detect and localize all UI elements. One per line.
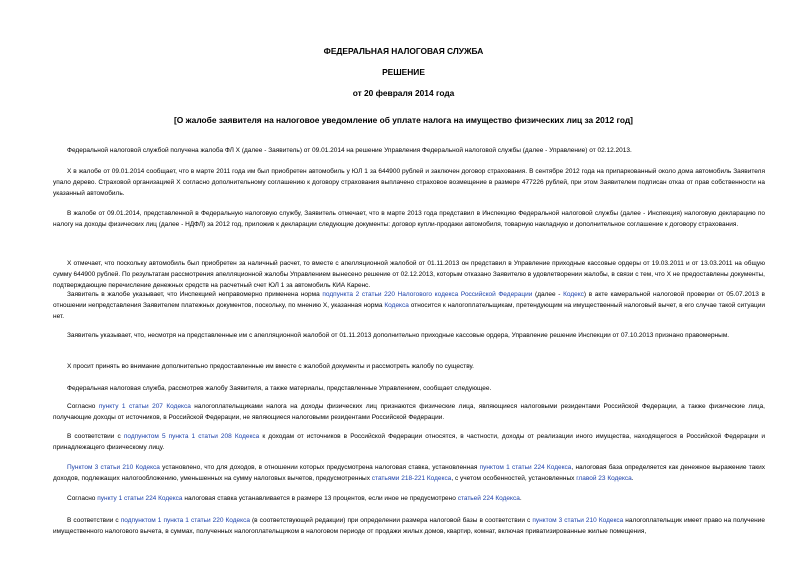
paragraph-text: Федеральной налоговой службой получена жалоба ФЛ Х (далее - Заявитель) от 09.01.2014 на решение Управления Федеральной налоговой службы (далее - Управление) от 02.12.2013. bbox=[67, 147, 632, 154]
document-link[interactable]: статьями 218-221 Кодекса bbox=[371, 474, 452, 482]
document-link[interactable]: подпунктом 5 пункта 1 статьи 208 Кодекса bbox=[123, 433, 260, 440]
paragraph-text: , налоговая база определяется как денежное выражение таких доходов, подлежащих налогообложению, уменьшенных на сумму налоговых вычетов, предусмотренных bbox=[53, 464, 765, 482]
paragraph bbox=[53, 516, 765, 538]
paragraph-text: Заявитель указывает, что, несмотря на представленные им с апелляционной жалобой от 01.11.2013 дополнительно приходные кассовые ордера, Управление решение Инспекции от 07.10.2013 признано правомерным. bbox=[67, 332, 730, 339]
document-link[interactable]: пунктом 1 статьи 224 Кодекса bbox=[479, 464, 572, 471]
document-subject: [О жалобе заявителя на налоговое уведомление об уплате налога на имущество физических лиц за 2012 год] bbox=[174, 115, 633, 125]
paragraph-text: Федеральная налоговая служба, рассмотрев жалобу Заявителя, а также материалы, представленные Управлением, сообщает следующее. bbox=[67, 385, 492, 392]
document-link[interactable]: Кодекс bbox=[563, 291, 584, 298]
paragraph-text: В жалобе от 09.01.2014, представленной в Федеральную налоговую службу, Заявитель отмечает, что в марте 2013 года представил в Инспекцию Федеральной налоговой службы (далее - Инспекция) налоговую декларацию по налогу на доходы физических лиц (далее - НДФЛ) за 2012 год, приложив к декларации следующие документы: договор купли-продажи автомобиля, товарную накладную и дополнительное соглашение к договору страхования. bbox=[53, 210, 765, 228]
paragraph bbox=[53, 402, 765, 424]
document-date: от 20 февраля 2014 года bbox=[352, 88, 455, 98]
paragraph bbox=[53, 362, 765, 373]
document-type: РЕШЕНИЕ bbox=[382, 67, 425, 77]
paragraph bbox=[53, 494, 765, 505]
paragraph-text: относится к налогоплательщикам, претендующим на имущественный налоговый вычет, в его случае такой ситуации нет. bbox=[53, 301, 765, 320]
paragraph-text: В соответствии с bbox=[67, 517, 121, 524]
paragraph bbox=[53, 290, 765, 323]
paragraph-text: (далее - bbox=[532, 291, 564, 298]
paragraph-text: Согласно bbox=[67, 403, 99, 410]
paragraph bbox=[53, 167, 765, 200]
paragraph-text: (в соответствующей редакции) при определении размера налоговой базы в соответствии с bbox=[249, 517, 533, 524]
paragraph bbox=[53, 331, 765, 342]
document-link[interactable]: подпунктом 1 пункта 1 статьи 220 Кодекса bbox=[120, 517, 250, 524]
document-link[interactable]: пункту 1 статьи 224 Кодекса bbox=[97, 495, 183, 502]
document-link[interactable]: пункту 1 статьи 207 Кодекса bbox=[98, 403, 191, 410]
document-link[interactable]: главой 23 Кодекса bbox=[576, 474, 632, 482]
paragraph-text: установлено, что для доходов, в отношении которых предусмотрена налоговая ставка, установленная bbox=[159, 464, 480, 471]
document-link[interactable]: статьей 224 Кодекса bbox=[457, 495, 520, 502]
document-link[interactable]: подпункта 2 статьи 220 Налогового кодекса Российской Федерации bbox=[322, 291, 533, 298]
agency-name: ФЕДЕРАЛЬНАЯ НАЛОГОВАЯ СЛУЖБА bbox=[323, 46, 484, 56]
paragraph-text: Заявитель в жалобе указывает, что Инспекцией неправомерно применена норма bbox=[67, 291, 323, 298]
paragraph-text: . bbox=[631, 474, 634, 482]
paragraph bbox=[53, 463, 765, 485]
paragraph-text: к доходам от источников в Российской Федерации относятся, в частности, доходы от реализации иного имущества, находящегося в Российской Федерации и принадлежащего физическому лицу. bbox=[53, 433, 766, 451]
document-link[interactable]: Кодекса bbox=[384, 301, 409, 309]
document-link[interactable]: Пунктом 3 статьи 210 Кодекса bbox=[67, 464, 160, 471]
paragraph-text: В соответствии с bbox=[67, 433, 124, 440]
paragraph bbox=[53, 384, 765, 395]
paragraph-text: Согласно bbox=[67, 495, 98, 502]
paragraph-text: Х просит принять во внимание дополнительно предоставленные им вместе с жалобой документы и рассмотреть жалобу по существу. bbox=[67, 363, 474, 370]
paragraph bbox=[53, 209, 765, 231]
document-link[interactable]: пунктом 3 статьи 210 Кодекса bbox=[532, 517, 624, 524]
paragraph bbox=[53, 432, 765, 454]
paragraph-text: налогоплательщиками налога на доходы физических лиц признаются физические лица, являющиеся налоговыми резидентами Российской Федерации, а также физические лица, получающие доходы от источников, в Российской Федерации, не являющиеся налоговыми резидентами Российской Федерации. bbox=[53, 403, 765, 421]
paragraph bbox=[53, 259, 765, 292]
paragraph-text: ) в акте камеральной налоговой проверки от 05.07.2013 в отношении непредставления Заявителем платежных документов, поскольку, по мнению Х, указанная норма bbox=[53, 291, 766, 309]
paragraph-text: Х отмечает, что поскольку автомобиль был приобретен за наличный расчет, то вместе с апелляционной жалобой от 01.11.2013 он представил в Управление приходные кассовые ордеры от 19.03.2011 и от 13.03.2011 на общую сумму 644900 рублей. По результатам рассмотрения апелляционной жалобы Управлением вынесено решение от 02.12.2013, которым отказано Заявителю в удовлетворении жалобы, в связи с тем, что Х не предоставлены документы, подтверждающие перечисление денежных средств на расчетный счет ЮЛ 1 за автомобиль КИА Каренс. bbox=[53, 260, 765, 289]
paragraph-text: , с учетом особенностей, установленных bbox=[451, 474, 577, 482]
paragraph-text: . bbox=[519, 495, 522, 502]
paragraph-text: налогоплательщик имеет право на получение имущественного налогового вычета, в суммах, полученных налогоплательщиком в налоговом периоде от продажи жилых домов, квартир, комнат, включая приватизированные жилые помещения, bbox=[53, 517, 765, 535]
paragraph bbox=[53, 146, 765, 157]
paragraph-text: Х в жалобе от 09.01.2014 сообщает, что в марте 2011 года им был приобретен автомобиль у ЮЛ 1 за 644900 рублей и заключен договор страхования. В сентябре 2012 года на припаркованный около дома автомобиль Заявителя упало дерево. Страховой организацией Х согласно дополнительному соглашению к договору страхования выплачено страховое возмещение в размере 477226 рублей, при этом Заявителем подписан отказ от прав собственности на указанный автомобиль. bbox=[53, 168, 765, 197]
paragraph-text: налоговая ставка устанавливается в размере 13 процентов, если иное не предусмотрено bbox=[182, 495, 458, 502]
